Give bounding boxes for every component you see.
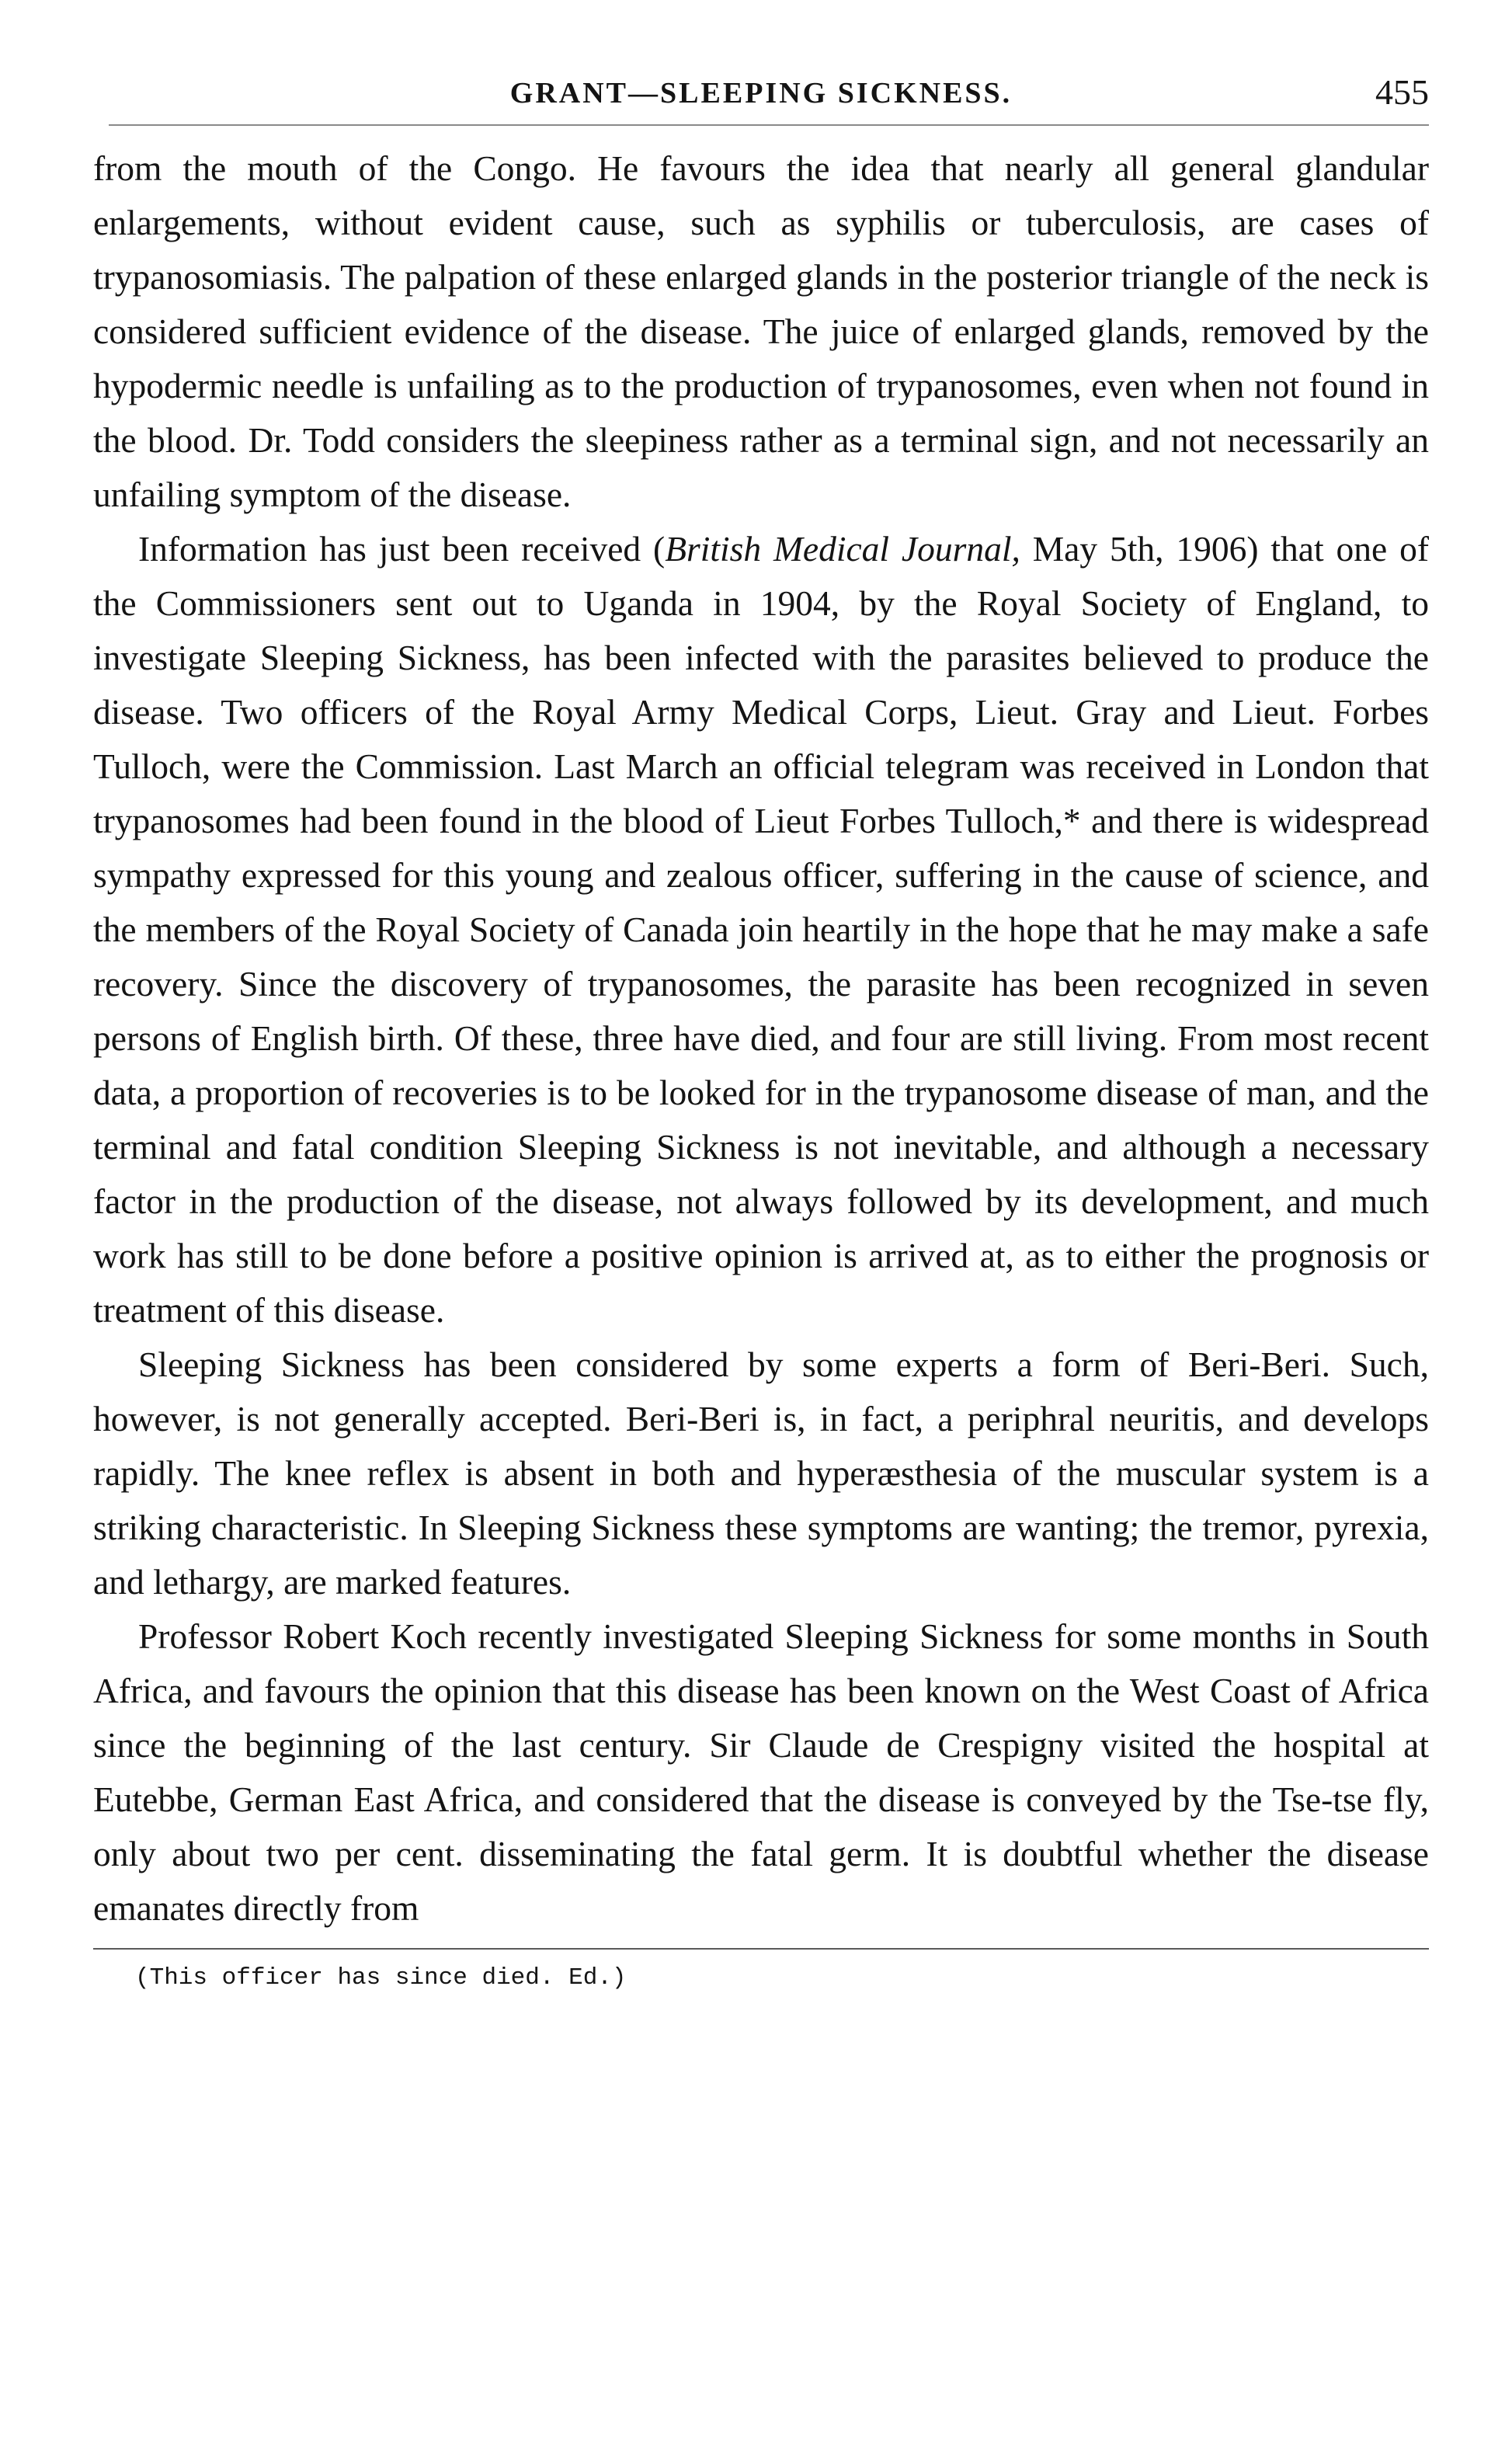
paragraph-2 — [93, 522, 1429, 1338]
paragraph-3: Sleeping Sickness has been considered by some experts a form of Beri-Beri. Such, however, is not generally accepted. Beri-Beri is, in fact, a periphral neuritis, and develops rapidly. The knee reflex is absent in both and hyperæsthesia of the muscular system is a striking characteristic. In Sleeping Sickness these symptoms are wanting; the tremor, pyrexia, and lethargy, are marked features. — [93, 1345, 1429, 1602]
header-rule — [109, 124, 1429, 126]
article-body — [93, 141, 1429, 1936]
paragraph-2-text-b: May 5th, 1906) that one of the Commissioners sent out to Uganda in 1904, by the Royal Society of England, to investigate Sleeping Sickness, has been infected with the parasites believed to produce the disease. Two officers of the Royal Army Medical Corps, Lieut. Gray and Lieut. Forbes Tulloch, were the Commission. Last March an official telegram was received in London that trypanosomes had been found in the blood of Lieut Forbes Tulloch,* and there is widespread sympathy expressed for this young and zealous officer, suffering in the cause of science, and the members of the Royal Society of Canada join heartily in the hope that he may make a safe recovery. Since the discovery of trypanosomes, the parasite has been recognized in seven persons of English birth. Of these, three have died, and four are still living. From most recent data, a proportion of recoveries is to be looked for in the trypanosome disease of man, and the terminal and fatal condition Sleeping Sickness is not inevitable, and although a necessary factor in the production of the disease, not always followed by its development, and much work has still to be done before a positive opinion is arrived at, as to either the prognosis or treatment of this disease. — [93, 529, 1429, 1330]
paragraph-1: from the mouth of the Congo. He favours the idea that nearly all general glandular enlargements, without evident cause, such as syphilis or tuberculosis, are cases of trypanosomiasis. The palpation of these enlarged glands in the posterior triangle of the neck is considered sufficient evidence of the disease. The juice of enlarged glands, removed by the hypodermic needle is unfailing as to the production of trypanosomes, even when not found in the blood. Dr. Todd considers the sleepiness rather as a terminal sign, and not necessarily an unfailing symptom of the disease. — [93, 148, 1429, 514]
footnote: (This officer has since died. Ed.) — [135, 1964, 627, 1992]
book-page — [93, 54, 1429, 1996]
page-number: 455 — [1375, 72, 1429, 112]
running-title: GRANT—SLEEPING SICKNESS. — [509, 77, 1013, 110]
running-head — [93, 54, 1429, 124]
paragraph-2-text-a: Information has just been received ( — [138, 529, 666, 569]
footnote-rule — [93, 1948, 1429, 1950]
paragraph-4: Professor Robert Koch recently investigated Sleeping Sickness for some months in South Africa, and favours the opinion that this disease has been known on the West Coast of Africa since the beginning of the last century. Sir Claude de Crespigny visited the hospital at Eutebbe, German East Africa, and considered that the disease is conveyed by the Tse-tse fly, only about two per cent. disseminating the fatal germ. It is doubtful whether the disease emanates directly from — [93, 1616, 1429, 1928]
journal-citation: British Medical Journal, — [665, 529, 1020, 569]
